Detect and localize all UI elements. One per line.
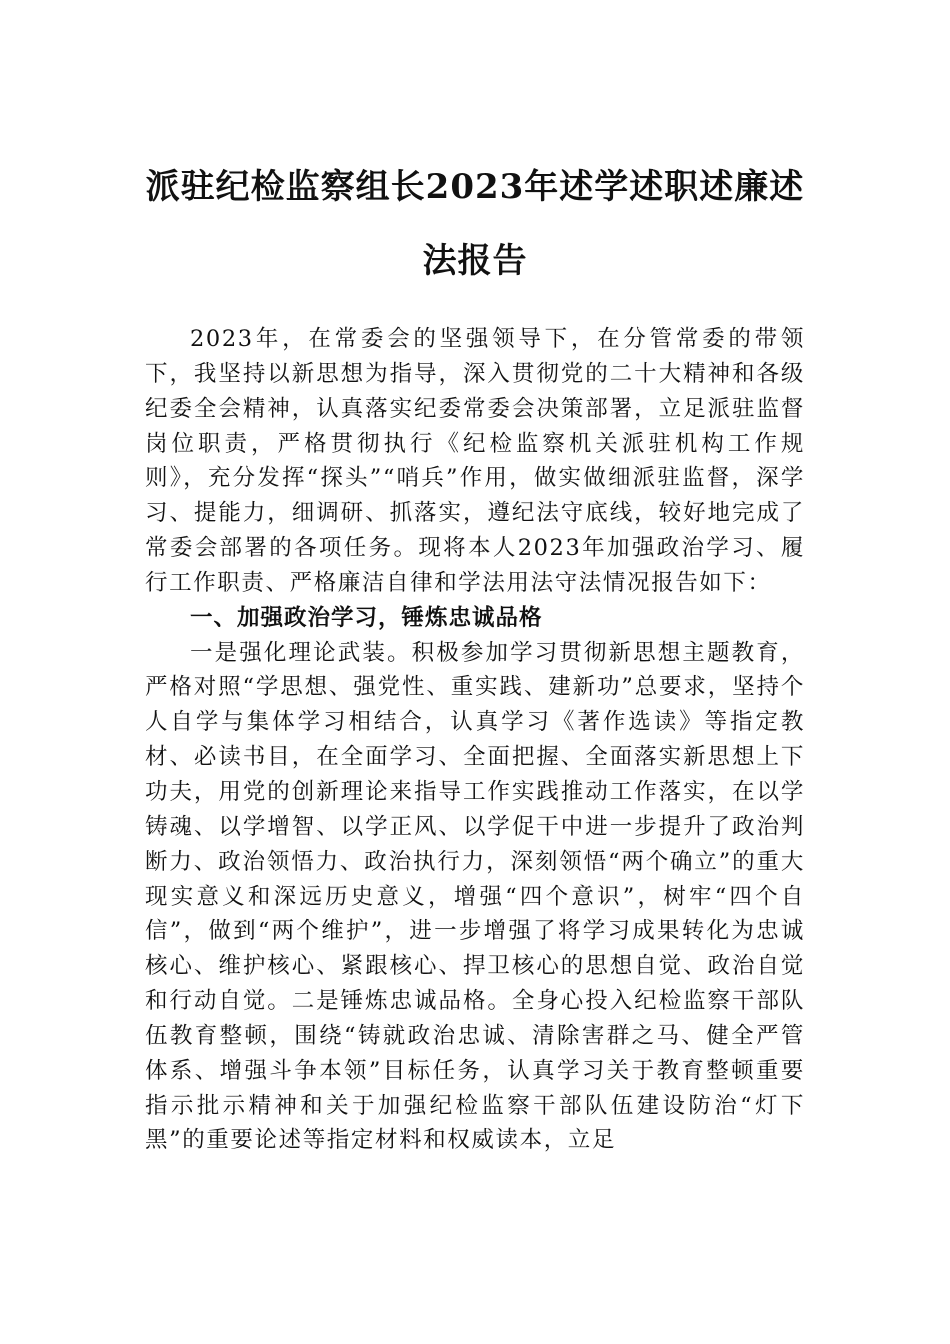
document-body (145, 322, 805, 1158)
intro-paragraph: 2023年，在常委会的坚强领导下，在分管常委的带领下，我坚持以新思想为指导，深入贯彻党的二十大精神和各级纪委全会精神，认真落实纪委常委会决策部署，立足派驻监督岗位职责，严格贯彻执行《纪检监察机关派驻机构工作规则》，充分发挥“探头”“哨兵”作用，做实做细派驻监督，深学习、提能力，细调研、抓落实，遵纪法守底线，较好地完成了常委会部署的各项任务。现将本人2023年加强政治学习、履行工作职责、严格廉洁自律和学法用法守法情况报告如下： (145, 326, 805, 596)
document-title: 派驻纪检监察组长2023年述学述职述廉述法报告 (145, 167, 805, 281)
section-heading: 一、加强政治学习，锤炼忠诚品格 (190, 604, 543, 631)
section-paragraph: 一是强化理论武装。积极参加学习贯彻新思想主题教育，严格对照“学思想、强党性、重实践、建新功”总要求，坚持个人自学与集体学习相结合，认真学习《著作选读》等指定教材、必读书目，在全面学习、全面把握、全面落实新思想上下功夫，用党的创新理论来指导工作实践推动工作落实，在以学铸魂、以学增智、以学正风、以学促干中进一步提升了政治判断力、政治领悟力、政治执行力，深刻领悟“两个确立”的重大现实意义和深远历史意义，增强“四个意识”，树牢“四个自信”，做到“两个维护”，进一步增强了将学习成果转化为忠诚核心、维护核心、紧跟核心、捍卫核心的思想自觉、政治自觉和行动自觉。二是锤炼忠诚品格。全身心投入纪检监察干部队伍教育整顿，围绕“铸就政治忠诚、清除害群之马、健全严管体系、增强斗争本领”目标任务，认真学习关于教育整顿重要指示批示精神和关于加强纪检监察干部队伍建设防治“灯下黑”的重要论述等指定材料和权威读本，立足 (145, 639, 805, 1154)
